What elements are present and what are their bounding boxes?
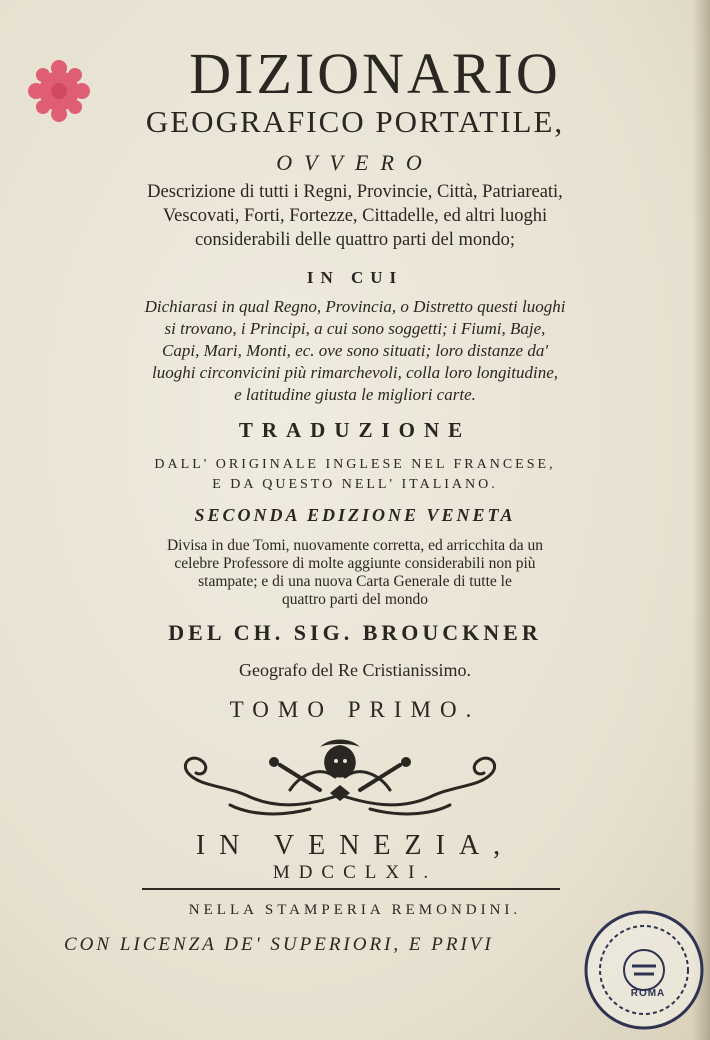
printer-line: NELLA STAMPERIA REMONDINI.	[188, 902, 522, 918]
divider-rule	[142, 888, 560, 890]
publication-place: IN VENEZIA,	[195, 830, 515, 861]
author-line: DEL CH. SIG. BROUCKNER	[168, 620, 542, 645]
library-stamp-icon	[582, 908, 706, 1032]
translation-origin-block	[0, 455, 710, 495]
translation-origin-line: E DA QUESTO NELL' ITALIANO.	[212, 477, 498, 492]
stamp-city-text: ROMA	[630, 988, 666, 999]
license-line: CON LICENZA DE' SUPERIORI, E PRIVI	[64, 934, 494, 955]
edition-note-block	[0, 537, 710, 609]
edition-note-line: stampate; e di una nuova Carta Generale di tutte le	[198, 573, 512, 590]
volume-label: TOMO PRIMO.	[229, 697, 481, 722]
book-title: DIZIONARIO	[189, 41, 561, 106]
book-subtitle: GEOGRAFICO PORTATILE,	[145, 104, 565, 139]
in-cui-heading: IN CUI	[306, 268, 404, 287]
printers-ornament-icon	[170, 735, 510, 820]
edition-heading: SECONDA EDIZIONE VENETA	[194, 505, 516, 525]
translation-origin-line: DALL' ORIGINALE INGLESE NEL FRANCESE,	[154, 457, 556, 472]
edition-note-line: Divisa in due Tomi, nuovamente corretta, ed arricchita da un	[166, 537, 544, 554]
dichiarasi-line: luoghi circonvicini più rimarchevoli, colla loro longitudine,	[151, 363, 559, 382]
ovvero-line: OVVERO	[276, 150, 434, 175]
dichiarasi-block	[0, 296, 710, 406]
description-line: Descrizione di tutti i Regni, Provincie, Città, Patriareati,	[147, 182, 563, 202]
dichiarasi-line: e latitudine giusta le migliori carte.	[234, 385, 476, 404]
edition-note-line: quattro parti del mondo	[282, 591, 428, 608]
dichiarasi-line: Dichiarasi in qual Regno, Provincia, o Distretto questi luoghi	[144, 297, 566, 316]
description-block	[0, 180, 710, 252]
edition-note-line: celebre Professore di molte aggiunte considerabili non più	[174, 555, 536, 572]
traduzione-heading: TRADUZIONE	[238, 418, 472, 442]
dichiarasi-line: Capi, Mari, Monti, ec. ove sono situati; loro distanze da'	[162, 341, 548, 360]
author-role: Geografo del Re Cristianissimo.	[239, 660, 471, 680]
dichiarasi-line: si trovano, i Principi, a cui sono soggetti; i Fiumi, Baje,	[164, 319, 546, 338]
description-line: considerabili delle quattro parti del mondo;	[194, 230, 516, 250]
publication-year: MDCCLXI.	[272, 862, 438, 883]
description-line: Vescovati, Forti, Fortezze, Cittadelle, ed altri luoghi	[162, 206, 548, 226]
